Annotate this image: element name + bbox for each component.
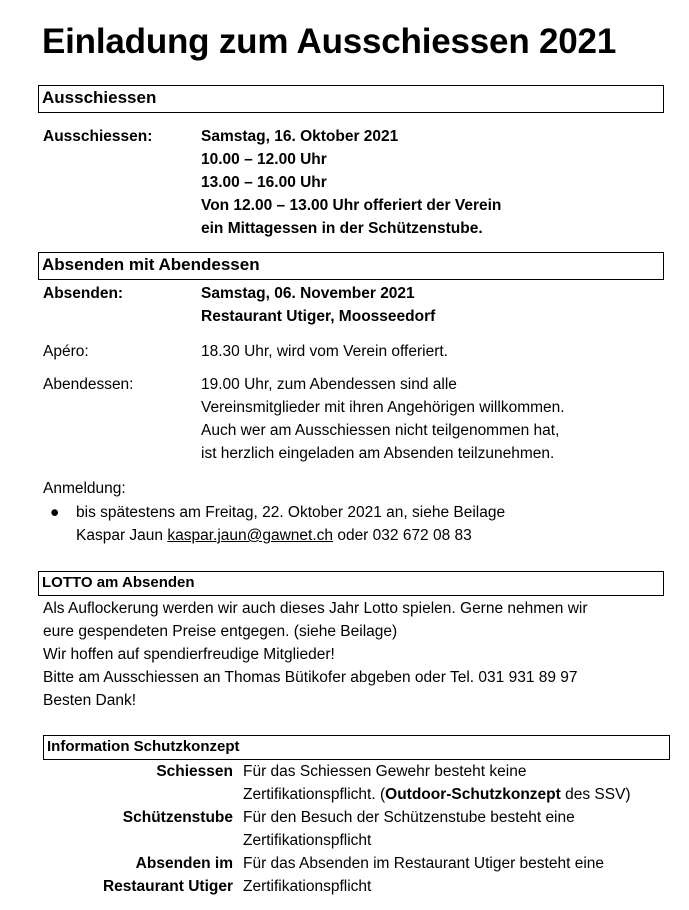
schutz-schiessen-bold: Outdoor-Schutzkonzept — [385, 786, 561, 803]
schutz-absenden-label-2: Restaurant Utiger — [102, 878, 233, 895]
schutz-schiessen-line-1: Für das Schiessen Gewehr besteht keine — [243, 763, 527, 780]
ausschiessen-time-2: 13.00 – 16.00 Uhr — [201, 174, 327, 191]
contact-email-link[interactable]: kaspar.jaun@gawnet.ch — [167, 527, 334, 544]
anmeldung-deadline: bis spätestens am Freitag, 22. Oktober 2021 an, siehe Beilage — [76, 504, 506, 521]
section-heading-lotto: LOTTO am Absenden — [38, 571, 664, 596]
ausschiessen-lunch-2: ein Mittagessen in der Schützenstube. — [201, 220, 483, 237]
schutz-schiessen-pre: Zertifikationspflicht. ( — [243, 786, 386, 803]
abendessen-line-3: Auch wer am Ausschiessen nicht teilgenommen hat, — [201, 422, 560, 439]
abendessen-label: Abendessen: — [43, 376, 134, 393]
schutz-stube-line-2: Zertifikationspflicht — [243, 832, 372, 849]
anmeldung-contact — [76, 524, 472, 547]
lotto-line-5: Besten Dank! — [43, 692, 137, 709]
ausschiessen-lunch-1: Von 12.00 – 13.00 Uhr offeriert der Verein — [201, 197, 502, 214]
section-heading-absenden: Absenden mit Abendessen — [38, 252, 664, 280]
schutz-absenden-line-2: Zertifikationspflicht — [243, 878, 372, 895]
lotto-line-3: Wir hoffen auf spendierfreudige Mitglieder! — [43, 646, 335, 663]
section-heading-schutzkonzept: Information Schutzkonzept — [43, 735, 670, 760]
abendessen-line-2: Vereinsmitglieder mit ihren Angehörigen willkommen. — [201, 399, 565, 416]
anmeldung-label: Anmeldung: — [43, 480, 126, 497]
absenden-label: Absenden: — [43, 285, 124, 302]
absenden-venue: Restaurant Utiger, Moosseedorf — [201, 308, 436, 325]
schutz-schiessen-label: Schiessen — [156, 763, 233, 780]
schutz-schiessen-post: des SSV) — [560, 786, 631, 803]
section-heading-ausschiessen: Ausschiessen — [38, 85, 664, 113]
apero-text: 18.30 Uhr, wird vom Verein offeriert. — [201, 343, 448, 360]
bullet-icon: ● — [50, 504, 60, 521]
contact-name: Kaspar Jaun — [76, 527, 168, 544]
ausschiessen-date: Samstag, 16. Oktober 2021 — [201, 128, 399, 145]
ausschiessen-label: Ausschiessen: — [43, 128, 153, 145]
page-title: Einladung zum Ausschiessen 2021 — [42, 22, 617, 61]
schutz-schiessen-line-2 — [243, 783, 631, 806]
abendessen-line-4: ist herzlich eingeladen am Absenden teilzunehmen. — [201, 445, 555, 462]
schutz-absenden-label-1: Absenden im — [135, 855, 233, 872]
lotto-line-1: Als Auflockerung werden wir auch dieses Jahr Lotto spielen. Gerne nehmen wir — [43, 600, 588, 617]
absenden-date: Samstag, 06. November 2021 — [201, 285, 415, 302]
schutz-absenden-line-1: Für das Absenden im Restaurant Utiger besteht eine — [243, 855, 605, 872]
abendessen-line-1: 19.00 Uhr, zum Abendessen sind alle — [201, 376, 457, 393]
ausschiessen-time-1: 10.00 – 12.00 Uhr — [201, 151, 327, 168]
lotto-line-4: Bitte am Ausschiessen an Thomas Bütikofer abgeben oder Tel. 031 931 89 97 — [43, 669, 578, 686]
schutz-stube-label: Schützenstube — [122, 809, 233, 826]
lotto-line-2: eure gespendeten Preise entgegen. (siehe Beilage) — [43, 623, 398, 640]
apero-label: Apéro: — [43, 343, 89, 360]
schutz-stube-line-1: Für den Besuch der Schützenstube besteht eine — [243, 809, 575, 826]
contact-phone: oder 032 672 08 83 — [333, 527, 472, 544]
